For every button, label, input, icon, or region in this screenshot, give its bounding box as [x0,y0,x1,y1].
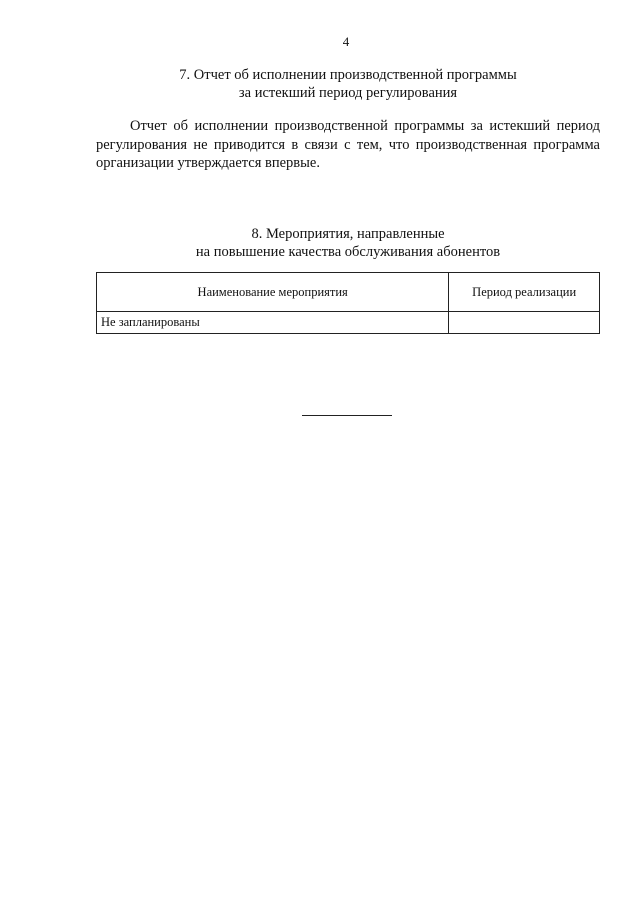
section-8-title-line-2: на повышение качества обслуживания абонентов [195,244,501,260]
section-7-heading [96,66,600,102]
page-number: 4 [342,34,350,49]
end-of-document-rule [302,415,392,416]
column-header-event-name: Наименование мероприятия [97,273,449,312]
table-header-row [97,273,600,312]
section-7-title-line-1: 7. Отчет об исполнении производственной программы [179,67,517,83]
section-8-heading [96,225,600,261]
column-header-period: Период реализации [449,273,600,312]
table-cell-event-name: Не запланированы [97,312,449,334]
section-7-title-line-2: за истекший период регулирования [238,85,458,101]
table-cell-period [449,312,600,334]
section-8-title-line-1: 8. Мероприятия, направленные [251,226,445,242]
table-row [97,312,600,334]
events-table [96,272,600,334]
section-7-paragraph: Отчет об исполнении производственной программы за истекший период регулирования не приводится в связи с тем, что производственная программа организации утверждается впервые. [96,118,600,171]
